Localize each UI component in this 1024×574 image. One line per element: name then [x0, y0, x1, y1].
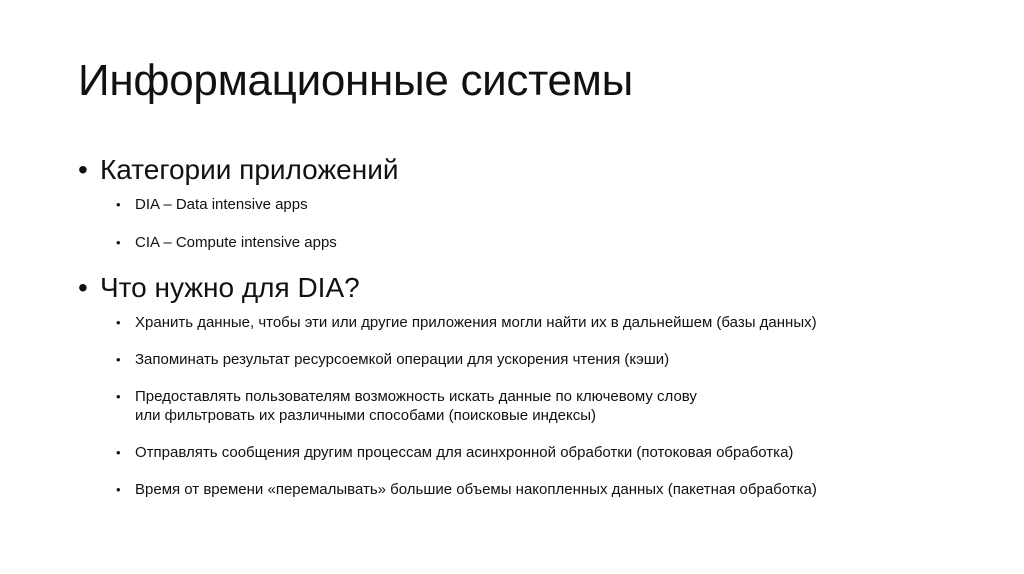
list-item-text: Отправлять сообщения другим процессам для асинхронной обработки (потоковая обработка) [135, 444, 794, 461]
section-heading-text: Категории приложений [100, 154, 399, 185]
list-item-text: CIA – Compute intensive apps [135, 234, 337, 251]
bullet-icon: • [116, 197, 121, 212]
section-heading [78, 153, 398, 187]
list-item-text: Время от времени «перемалывать» большие объемы накопленных данных (пакетная обработка) [135, 481, 817, 498]
bullet-icon: • [116, 445, 121, 460]
list-item-text: Предоставлять пользователям возможность искать данные по ключевому слову [135, 388, 697, 405]
slide-title: Информационные системы [78, 56, 633, 105]
bullet-icon: • [116, 389, 121, 404]
sub-list [78, 195, 398, 252]
bullet-icon: • [78, 272, 88, 303]
section-app-categories [78, 153, 398, 252]
list-item [78, 387, 817, 425]
section-heading [78, 271, 817, 305]
sub-list [78, 313, 817, 499]
bullet-icon: • [78, 154, 88, 185]
bullet-icon: • [116, 352, 121, 367]
list-item [78, 350, 817, 369]
list-item [78, 443, 817, 462]
section-dia-needs [78, 271, 817, 499]
section-heading-text: Что нужно для DIA? [100, 272, 360, 303]
list-item [78, 195, 398, 214]
list-item-text: Запоминать результат ресурсоемкой операции для ускорения чтения (кэши) [135, 351, 670, 368]
list-item-text: DIA – Data intensive apps [135, 196, 308, 213]
list-item-text: Хранить данные, чтобы эти или другие приложения могли найти их в дальнейшем (базы данных) [135, 314, 817, 331]
bullet-icon: • [116, 315, 121, 330]
bullet-icon: • [116, 235, 121, 250]
bullet-icon: • [116, 482, 121, 497]
list-item [78, 313, 817, 332]
list-item-text-continued: или фильтровать их различными способами (поисковые индексы) [135, 407, 597, 424]
list-item [78, 233, 398, 252]
list-item [78, 480, 817, 499]
